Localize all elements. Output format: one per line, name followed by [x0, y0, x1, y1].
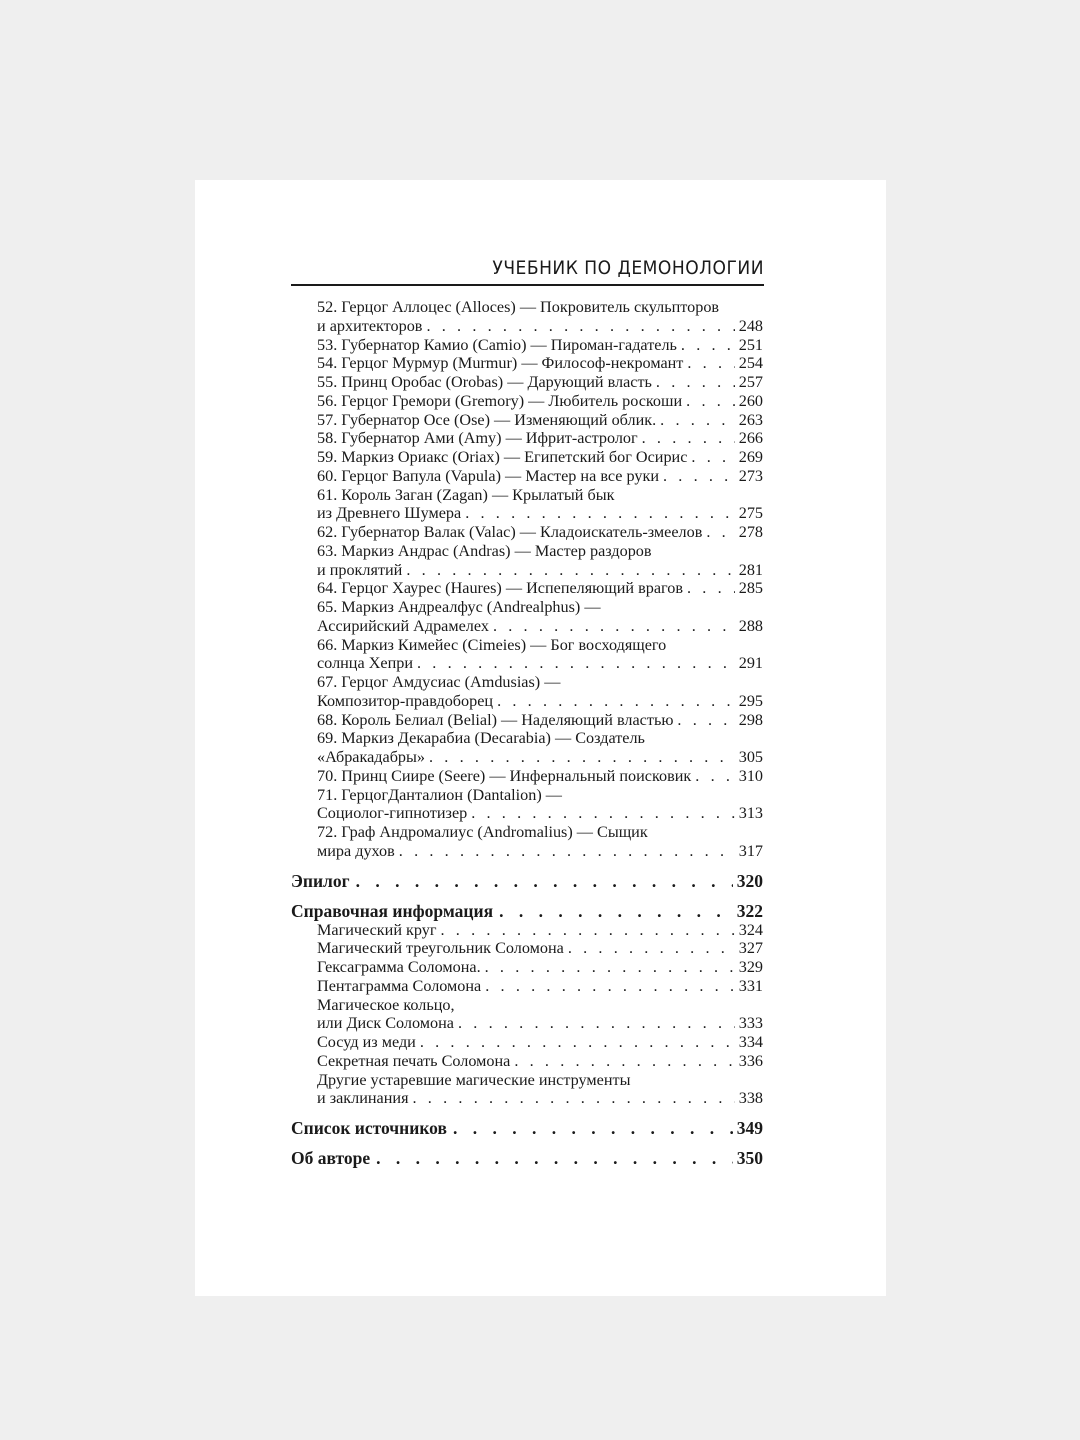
- dot-leader: [514, 1052, 734, 1071]
- toc-entry: [291, 654, 763, 673]
- dot-leader: [686, 392, 735, 411]
- toc-entry-text: солнца Хепри: [317, 654, 413, 673]
- toc-entry: [291, 1052, 763, 1071]
- dot-leader: [687, 579, 735, 598]
- toc-entry: [291, 411, 763, 430]
- page-number: 285: [738, 579, 763, 598]
- toc-entry: [291, 448, 763, 467]
- toc-entry: [291, 939, 763, 958]
- page-number: 313: [738, 804, 763, 823]
- dot-leader: [497, 692, 735, 711]
- toc-entry: [291, 317, 763, 336]
- toc-entry: [291, 921, 763, 940]
- toc-entry: [291, 748, 763, 767]
- toc-entry-line: [291, 729, 763, 748]
- page-number: 310: [738, 766, 763, 785]
- page-number: 288: [738, 616, 763, 635]
- page-number: 322: [736, 900, 763, 921]
- page-number: 324: [738, 920, 763, 939]
- toc-entry-text: 64. Герцог Хаурес (Haures) — Испепеляющий врагов: [317, 579, 684, 598]
- dot-leader: [485, 977, 734, 996]
- toc-entry-text: из Древнего Шумера: [317, 504, 462, 523]
- toc-entry-text: или Диск Соломона: [317, 1014, 454, 1033]
- page-number: 269: [738, 448, 763, 466]
- page-number: 298: [738, 710, 763, 729]
- page-number: 336: [738, 1051, 763, 1070]
- toc-entry: [291, 579, 763, 598]
- page-number: 317: [738, 841, 763, 860]
- dot-leader: [681, 336, 735, 355]
- toc-entry-text: 62. Губернатор Валак (Valac) — Кладоискатель-змеелов: [317, 523, 703, 541]
- toc-entry: [291, 977, 763, 996]
- toc-entry-line: [291, 298, 763, 317]
- page-number: 248: [738, 316, 763, 335]
- toc-entry-text: Ассирийский Адрамелех: [317, 616, 489, 635]
- dot-leader: [677, 711, 734, 730]
- book-page: [195, 180, 886, 1296]
- dot-leader: [413, 1089, 735, 1108]
- toc-entry-line: [291, 673, 763, 692]
- page-number: 263: [738, 410, 763, 429]
- toc-entry: [291, 467, 763, 486]
- page-number: 295: [738, 691, 763, 710]
- dot-leader: [420, 1033, 735, 1052]
- dot-leader: [568, 939, 735, 958]
- toc-entry-text: Гексаграмма Соломона.: [317, 958, 481, 976]
- dot-leader: [426, 317, 734, 336]
- toc-entry: [291, 336, 763, 355]
- toc-entry-text: 54. Герцог Мурмур (Murmur) — Философ-некромант: [317, 354, 684, 373]
- page-number: 266: [738, 429, 763, 448]
- page-number: 350: [736, 1147, 763, 1168]
- page-number: 320: [736, 870, 763, 891]
- dot-leader: [441, 921, 735, 940]
- page-number: 305: [738, 748, 763, 766]
- dot-leader: [660, 411, 735, 430]
- page-number: 254: [738, 354, 763, 373]
- running-title: УЧЕБНИК ПО ДЕМОНОЛОГИИ: [291, 254, 764, 286]
- toc-entry-line: [291, 598, 763, 617]
- toc-entry: [291, 354, 763, 373]
- toc-entry-text: и заклинания: [317, 1089, 409, 1108]
- page-number: 257: [738, 373, 763, 391]
- toc-entry-line: [291, 486, 763, 505]
- dot-leader: [691, 448, 734, 467]
- toc-entry-text: Магический круг: [317, 920, 437, 939]
- toc-entry: [291, 842, 763, 861]
- page-number: 260: [738, 391, 763, 410]
- toc-entry-text: 68. Король Белиал (Belial) — Наделяющий властью: [317, 710, 674, 729]
- dot-leader: [493, 617, 735, 636]
- dot-leader: [356, 871, 733, 891]
- toc-entry-text: 67. Герцог Амдусиас (Amdusias) —: [317, 673, 561, 691]
- toc-entry: [291, 561, 763, 580]
- toc-entry-text: мира духов: [317, 841, 395, 860]
- toc-entry: [291, 504, 763, 523]
- toc-entry: [291, 373, 763, 392]
- toc-entry: [291, 429, 763, 448]
- section-title: Справочная информация: [291, 900, 494, 921]
- toc-entry: [291, 711, 763, 730]
- toc-entry-line: [291, 1071, 763, 1090]
- toc-entry-text: Другие устаревшие магические инструменты: [317, 1070, 631, 1089]
- toc-entry: [291, 1033, 763, 1052]
- toc-entry-text: 55. Принц Оробас (Orobas) — Дарующий власть: [317, 373, 652, 391]
- toc-entry-line: [291, 823, 763, 842]
- page-number: 338: [738, 1089, 763, 1108]
- page-number: 273: [738, 466, 763, 485]
- toc-entry-line: [291, 996, 763, 1015]
- dot-leader: [429, 748, 735, 767]
- toc-entry-text: Сосуд из меди: [317, 1033, 416, 1051]
- dot-leader: [453, 1118, 733, 1138]
- spacer: [291, 861, 763, 871]
- page-number: 281: [738, 560, 763, 579]
- page-number: 333: [738, 1014, 763, 1033]
- toc-entry: [291, 958, 763, 977]
- dot-leader: [376, 1148, 733, 1168]
- toc-entry-line: [291, 636, 763, 655]
- toc-entry: [291, 523, 763, 542]
- dot-leader: [706, 523, 734, 542]
- toc-entry-line: [291, 542, 763, 561]
- toc-entry-text: 72. Граф Андромалиус (Andromalius) — Сыщик: [317, 823, 648, 841]
- toc-entry-text: Пентаграмма Соломона: [317, 976, 482, 995]
- toc-entry-text: Социолог-гипнотизер: [317, 804, 468, 823]
- toc-entry-text: и архитекторов: [317, 316, 423, 335]
- dot-leader: [499, 901, 733, 921]
- page-number: 291: [738, 654, 763, 673]
- toc-section-reference: [291, 901, 763, 921]
- dot-leader: [471, 804, 735, 823]
- toc-entry-line: [291, 786, 763, 805]
- toc-entry-text: 63. Маркиз Андрас (Andras) — Мастер раздоров: [317, 541, 652, 560]
- dot-leader: [458, 1014, 735, 1033]
- toc-entry-text: 69. Маркиз Декарабиа (Decarabia) — Создатель: [317, 729, 645, 748]
- toc-entry-text: 59. Маркиз Ориакс (Oriax) — Египетский бог Осирис: [317, 448, 688, 466]
- toc-entry-text: 52. Герцог Аллоцес (Alloces) — Покровитель скульпторов: [317, 298, 720, 316]
- dot-leader: [465, 504, 735, 523]
- dot-leader: [399, 842, 735, 861]
- dot-leader: [656, 373, 735, 392]
- dot-leader: [695, 767, 734, 786]
- toc-entry-text: и проклятий: [317, 560, 403, 579]
- toc-entry-text: 58. Губернатор Ами (Amy) — Ифрит-астролог: [317, 429, 638, 448]
- toc-entry-text: Композитор-правдоборец: [317, 691, 494, 710]
- dot-leader: [485, 958, 735, 977]
- toc-entry: [291, 692, 763, 711]
- table-of-contents: [291, 298, 763, 1168]
- dot-leader: [642, 429, 735, 448]
- dot-leader: [406, 561, 734, 580]
- spacer: [291, 891, 763, 901]
- page-number: 334: [738, 1033, 763, 1051]
- toc-entry: [291, 1014, 763, 1033]
- toc-entry-text: Секретная печать Соломона: [317, 1051, 511, 1070]
- toc-entry-text: 71. ГерцогДанталион (Dantalion) —: [317, 785, 562, 804]
- dot-leader: [417, 654, 735, 673]
- toc-entry-text: 53. Губернатор Камио (Camio) — Пироман-гадатель: [317, 335, 677, 354]
- spacer: [291, 1138, 763, 1148]
- toc-entry: [291, 617, 763, 636]
- toc-entry-text: 70. Принц Сиире (Seere) — Инфернальный поисковик: [317, 766, 692, 785]
- toc-section-sources: [291, 1118, 763, 1138]
- toc-entry-text: 61. Король Заган (Zagan) — Крылатый бык: [317, 485, 615, 504]
- toc-entry-text: 57. Губернатор Осе (Ose) — Изменяющий облик.: [317, 410, 657, 429]
- dot-leader: [663, 467, 735, 486]
- toc-entry: [291, 767, 763, 786]
- page-number: 329: [738, 958, 763, 976]
- toc-entry: [291, 804, 763, 823]
- toc-section-epilogue: [291, 871, 763, 891]
- toc-entry-text: Магический треугольник Соломона: [317, 939, 564, 958]
- spacer: [291, 1108, 763, 1118]
- section-title: Список источников: [291, 1118, 447, 1138]
- toc-section-about: [291, 1148, 763, 1168]
- toc-entry-text: 65. Маркиз Андреалфус (Andrealphus) —: [317, 598, 601, 616]
- page-number: 327: [738, 939, 763, 958]
- page-number: 275: [738, 504, 763, 523]
- toc-entry-text: 66. Маркиз Кимейес (Cimeies) — Бог восходящего: [317, 635, 667, 654]
- page-number: 251: [738, 335, 763, 354]
- page-number: 278: [738, 523, 763, 541]
- toc-entry: [291, 392, 763, 411]
- section-title: Эпилог: [291, 870, 350, 891]
- section-title: Об авторе: [291, 1147, 371, 1168]
- toc-entry-text: Магическое кольцо,: [317, 995, 455, 1014]
- page-number: 331: [738, 976, 763, 995]
- dot-leader: [687, 354, 734, 373]
- page-number: 349: [736, 1118, 763, 1138]
- toc-entry-text: 60. Герцог Вапула (Vapula) — Мастер на все руки: [317, 466, 659, 485]
- toc-entry: [291, 1089, 763, 1108]
- toc-entry-text: «Абракадабры»: [317, 748, 426, 766]
- toc-entry-text: 56. Герцог Гремори (Gremory) — Любитель роскоши: [317, 391, 683, 410]
